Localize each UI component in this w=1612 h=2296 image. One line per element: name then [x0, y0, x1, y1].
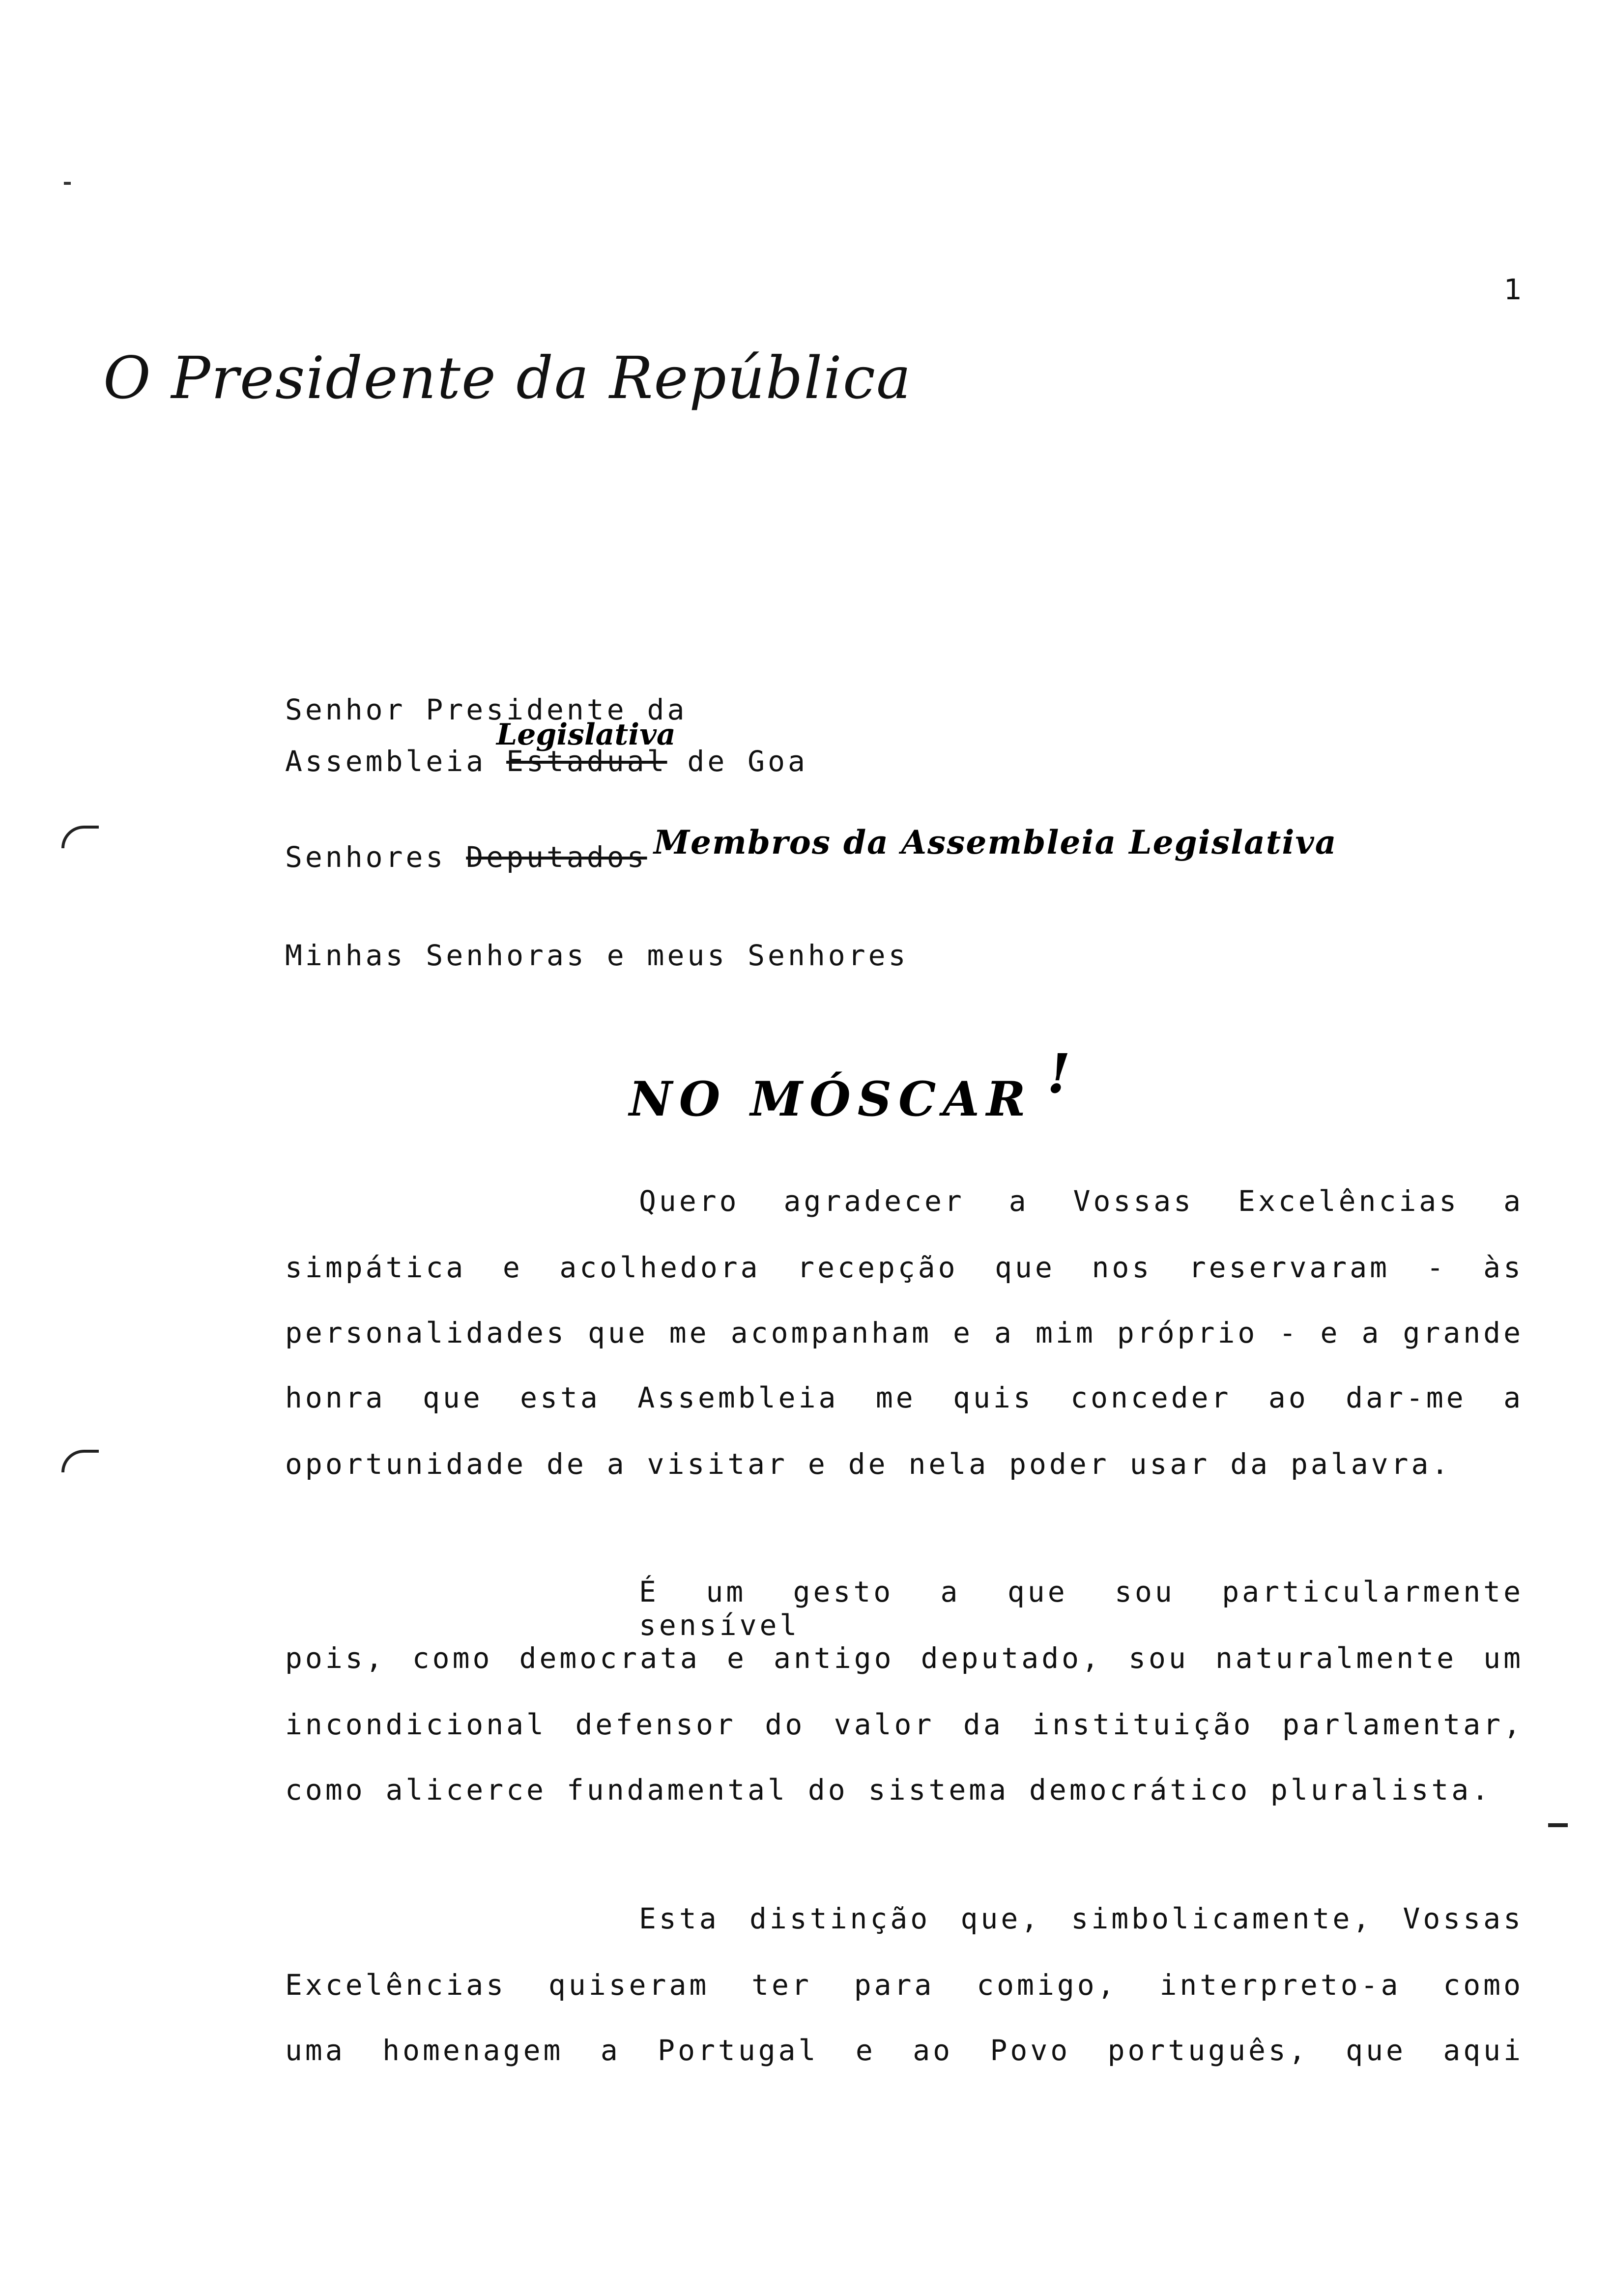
paragraph-3-line-1: Esta distinção que, simbolicamente, Vossas — [639, 1902, 1524, 1935]
salutation-line-4: Minhas Senhoras e meus Senhores — [285, 939, 909, 972]
letterhead: O Presidente da República — [103, 344, 912, 412]
salutation-line-2-prefix: Assembleia — [285, 745, 487, 778]
handwritten-heading: NO MÓSCAR — [629, 1071, 1033, 1127]
margin-punch-mark-1 — [61, 826, 99, 848]
paragraph-2-line-3: incondicional defensor do valor da instituição parlamentar, — [285, 1708, 1524, 1741]
paragraph-1-line-4: honra que esta Assembleia me quis conceder ao dar-me a — [285, 1381, 1524, 1414]
paragraph-1-line-5: oportunidade de a visitar e de nela poder usar da palavra. — [285, 1447, 1452, 1481]
paragraph-1-line-1: Quero agradecer a Vossas Excelências a — [639, 1184, 1524, 1218]
paragraph-1-line-3: personalidades que me acompanham e a mim próprio - e a grande — [285, 1316, 1524, 1349]
struck-word-estadual: Estadual — [506, 745, 667, 778]
margin-dash-mark — [1548, 1823, 1568, 1827]
paragraph-1-line-2: simpática e acolhedora recepção que nos reservaram - às — [285, 1251, 1524, 1284]
handwritten-insert-membros: Membros da Assembleia Legislativa — [654, 823, 1337, 861]
paragraph-2-line-1: É um gesto a que sou particularmente sensível — [639, 1575, 1524, 1642]
salutation-line-3-prefix: Senhores — [285, 840, 446, 874]
struck-word-deputados: Deputados — [466, 840, 647, 874]
salutation-line-3 — [285, 840, 647, 874]
page-number: 1 — [1504, 273, 1522, 306]
paragraph-3-line-3: uma homenagem a Portugal e ao Povo português, que aqui — [285, 2034, 1524, 2067]
handwritten-exclamation: ! — [1047, 1042, 1071, 1105]
salutation-line-2 — [285, 745, 808, 778]
paragraph-2-line-4: como alicerce fundamental do sistema democrático pluralista. — [285, 1773, 1492, 1807]
salutation-line-1: Senhor Presidente da — [285, 693, 688, 726]
salutation-line-2-suffix: de Goa — [687, 745, 808, 778]
paragraph-3-line-2: Excelências quiseram ter para comigo, interpreto-a como — [285, 1968, 1524, 2002]
handwritten-insert-legislativa: Legislativa — [496, 718, 676, 752]
scan-speck — [64, 182, 71, 185]
margin-punch-mark-2 — [61, 1450, 99, 1472]
paragraph-2-line-2: pois, como democrata e antigo deputado, sou naturalmente um — [285, 1641, 1524, 1675]
